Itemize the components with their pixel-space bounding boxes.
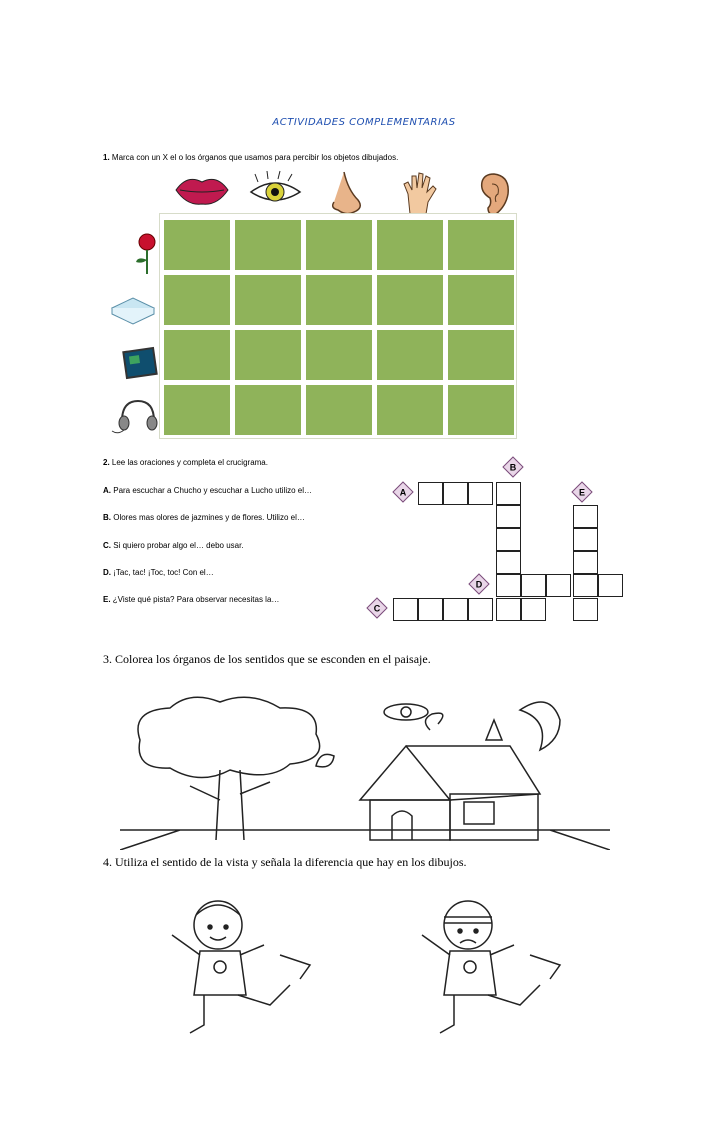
clue-text: ¿Viste qué pista? Para observar necesitas la… [112,595,280,604]
mouth-icon [172,170,232,210]
question-3: 3. Colorea los órganos de los sentidos que se esconden en el paisaje. [103,652,431,666]
clue-a [103,486,312,495]
hand-icon [400,170,440,218]
clue-b [103,513,305,522]
crossword-cell[interactable] [468,482,493,505]
headphones-icon [108,395,158,437]
marker-b-label: B [509,462,517,473]
marker-a [392,481,414,503]
marker-e-label: E [578,487,586,498]
crossword-cell[interactable] [443,482,468,505]
crossword-cell[interactable] [468,598,493,621]
question-2 [103,458,268,467]
clue-text: Si quiero probar algo el… debo usar. [113,541,244,550]
crossword-cell[interactable] [496,482,521,505]
landscape-illustration [120,690,610,850]
crossword-cell[interactable] [496,598,521,621]
grid-cell[interactable] [448,220,514,270]
clue-e [103,595,279,604]
crossword-cell[interactable] [573,528,598,551]
grid-cell[interactable] [164,220,230,270]
marker-d-label: D [475,579,483,590]
crossword-cell[interactable] [573,505,598,528]
grid-cell[interactable] [448,385,514,435]
grid-cell[interactable] [235,330,301,380]
clue-letter: A. [103,486,111,495]
question-4: 4. Utiliza el sentido de la vista y señala la diferencia que hay en los dibujos. [103,855,467,869]
clue-letter: C. [103,541,111,550]
grid-cell[interactable] [235,385,301,435]
grid-cell[interactable] [377,220,443,270]
boy-drawing-left [160,895,320,1040]
grid-cell[interactable] [377,275,443,325]
crossword-cell[interactable] [573,598,598,621]
marker-d [468,573,490,595]
marker-c [366,597,388,619]
crossword-cell[interactable] [443,598,468,621]
rose-icon [130,232,164,276]
question-2-number: 2. [103,458,110,467]
grid-cell[interactable] [164,275,230,325]
crossword-cell[interactable] [521,598,546,621]
crossword-cell[interactable] [573,574,598,597]
clue-letter: E. [103,595,111,604]
marker-e [571,481,593,503]
grid-cell[interactable] [235,220,301,270]
grid-cell[interactable] [448,275,514,325]
eye-icon [248,170,303,210]
nose-icon [326,170,366,218]
clue-letter: D. [103,568,111,577]
crossword-cell[interactable] [546,574,571,597]
clue-d [103,568,214,577]
cake-icon [108,286,158,326]
crossword-cell[interactable] [496,574,521,597]
question-1-number: 1. [103,153,110,162]
crossword-cell[interactable] [418,598,443,621]
clue-text: Para escuchar a Chucho y escuchar a Lucho utilizo el… [113,486,313,495]
boy-drawing-right [410,895,570,1040]
painting-icon [122,345,158,381]
crossword-cell[interactable] [418,482,443,505]
crossword-cell[interactable] [393,598,418,621]
clue-c [103,541,244,550]
grid-cell[interactable] [448,330,514,380]
crossword-cell[interactable] [598,574,623,597]
grid-cell[interactable] [306,385,372,435]
marker-b [502,456,524,478]
marker-a-label: A [399,487,407,498]
grid-cell[interactable] [306,330,372,380]
grid-cell[interactable] [377,385,443,435]
grid-cell[interactable] [164,385,230,435]
clue-text: ¡Tac, tac! ¡Toc, toc! Con el… [113,568,214,577]
crossword-cell[interactable] [496,528,521,551]
clue-letter: B. [103,513,111,522]
crossword-cell[interactable] [573,551,598,574]
senses-grid [159,213,517,439]
crossword-cell[interactable] [496,551,521,574]
crossword-cell[interactable] [521,574,546,597]
worksheet-title: ACTIVIDADES COMPLEMENTARIAS [272,117,456,128]
question-2-text: Lee las oraciones y completa el crucigrama. [111,458,268,467]
crossword-cell[interactable] [496,505,521,528]
grid-cell[interactable] [306,220,372,270]
ear-icon [474,170,514,218]
grid-cell[interactable] [306,275,372,325]
grid-cell[interactable] [164,330,230,380]
question-1-text: Marca con un X el o los órganos que usamos para percibir los objetos dibujados. [111,153,399,162]
grid-cell[interactable] [235,275,301,325]
question-1 [103,153,398,162]
marker-c-label: C [373,603,381,614]
grid-cell[interactable] [377,330,443,380]
clue-text: Olores mas olores de jazmines y de flores. Utilizo el… [113,513,305,522]
